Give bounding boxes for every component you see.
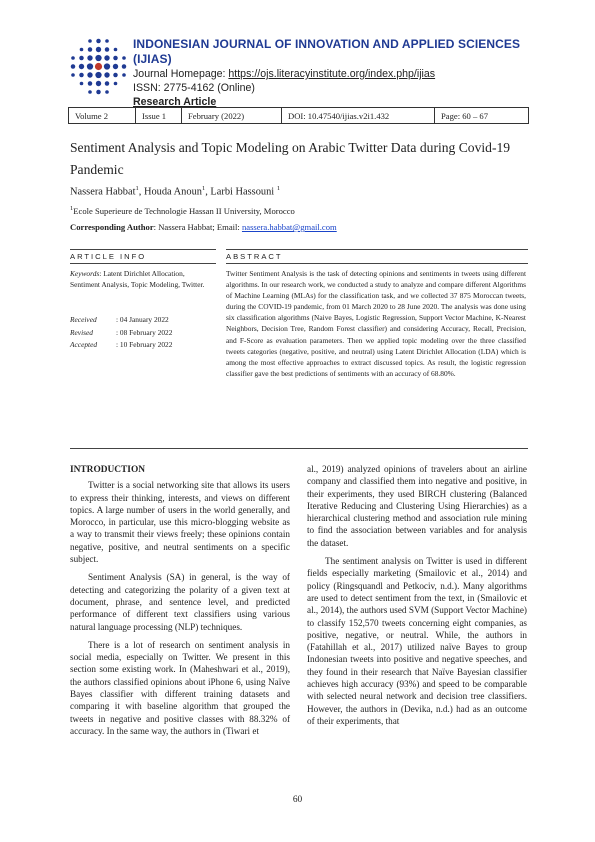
logo-dot	[88, 81, 93, 86]
issn: ISSN: 2775-4162 (Online)	[133, 82, 255, 94]
logo-dot	[71, 64, 76, 69]
logo-dot	[79, 73, 84, 78]
logo-dot	[96, 39, 101, 44]
abstract-heading: ABSTRACT	[226, 252, 283, 261]
keywords-label: Keywords	[70, 269, 100, 278]
body-column-right	[307, 463, 527, 733]
logo-dot	[122, 64, 127, 69]
logo-dot	[122, 73, 126, 77]
article-type: Research Article	[133, 96, 217, 108]
corresponding-text: : Nassera Habbat; Email:	[153, 222, 242, 232]
volume-bar	[68, 107, 529, 124]
homepage-label: Journal Homepage:	[133, 68, 229, 80]
abstract-text: Twitter Sentiment Analysis is the task of detecting opinions and sentiments in tweets using different algorithms. In our research work, we conducted a study to analyze and compare different Algorithms of Machine Learning (MLAs) for the classification task, and we collected 37 875 Moroccan tweets, during the COVID-19 pandemic, from 01 March 2020 to 28 June 2020. The analysis was done using six classification algorithms (Naive Bayes, Logistic Regression, Support Vector Machine, K-Nearest Neighbors, Decision Tree, Random Forest classifier) and considering Accuracy, Recall, Precision, and F-Score as evaluation parameters. Then we applied topic modeling over the three classified tweets categories (negative, positive, and neutral) using Latent Dirichlet Allocation (LDA) which is among the most effective approaches to extract discussed topics. As result, the logistic regression classifier gave the best predictions of sentiments with an accuracy of 68.80%.	[226, 269, 526, 378]
corresponding-label: Corresponding Author	[70, 222, 154, 232]
abstract-bottom-rule	[70, 448, 528, 449]
article-dates	[70, 314, 172, 352]
date-label: Received	[70, 315, 97, 324]
logo-dot	[105, 47, 110, 52]
logo-dot	[95, 72, 101, 78]
logo-dot	[88, 39, 92, 43]
logo-dot	[96, 47, 101, 52]
logo-dot	[104, 63, 110, 69]
body-paragraph: There is a lot of research on sentiment analysis in social media, especially on Twitter. We present in this section some existing work. In (Maheshwari et al., 2019), the authors classified opinions about iPhone 6, using Naïve Bayes classifier with different training datasets and comparing it with baseline algorithm that grouped the tweets in negative and positive classes with 88.32% of accuracy. In the same way, the authors in (Tiwari et	[70, 639, 290, 736]
affiliation	[70, 205, 295, 216]
logo-dot	[87, 55, 92, 60]
author-sup: 1	[201, 185, 206, 192]
date-value: : 04 January 2022	[116, 315, 169, 324]
logo-dot	[88, 90, 92, 94]
logo-dot	[80, 48, 84, 52]
logo-dot	[79, 64, 84, 69]
info-head-rule	[70, 263, 216, 264]
logo-dot	[105, 90, 109, 94]
article-info-heading: ARTICLE INFO	[70, 252, 147, 261]
page-number: 60	[292, 795, 303, 805]
email-link[interactable]: nassera.habbat@gmail.com	[241, 222, 337, 232]
journal-title: INDONESIAN JOURNAL OF INNOVATION AND APPLIED SCIENCES (IJIAS)	[133, 37, 521, 66]
body-paragraph: al., 2019) analyzed opinions of travelers about an airline company and classified them into negative and positive, in their experiments, they used BIRCH clustering (Balanced Iterative Reducing and Clustering Using Hierarchies) as a hierarchical clustering method and association rule mining to find the association between variables and for analysis the dataset.	[307, 464, 527, 548]
volume-cell: Volume 2	[69, 108, 136, 123]
logo-dot	[96, 81, 101, 86]
doi-cell[interactable]: DOI: 10.47540/ijias.v2i1.432	[282, 108, 435, 123]
logo-dot	[105, 39, 109, 43]
logo-dot	[122, 56, 126, 60]
journal-homepage	[133, 67, 553, 81]
body-paragraph: The sentiment analysis on Twitter is used in different fields especially marketing (Smailovic et al., 2014) and policy (Ringsquandl and Petkociv, n.d.). Many algorithms are used to detect sentiment from the text, in (Smailovic et al., 2014), the authors used SVM (Support Vector Machine) to classify 152,570 tweets concerning eight companies, as positive, negative, or neutral. While, the authors in (Fatahillah et al., 2017) utilized naïve Bayes to group Indonesian tweets into positive and negative speeches, and they found in their research that Naïve Bayesian classifier achieves high accuracy (93%) and speed to be comparable with selected neural network and decision tree classifiers. However, the authors in (Devika, n.d.) had as an outcome of their experiments, that	[307, 556, 527, 726]
info-top-rule	[70, 249, 216, 250]
corresponding-author	[70, 222, 337, 232]
author-name: Houda Anoun	[143, 186, 202, 198]
author-name: Nassera Habbat	[70, 186, 136, 198]
keywords-text: : Latent Dirichlet Allocation, Sentiment Analysis, Topic Modeling, Twitter.	[70, 269, 205, 289]
date-value: : 08 February 2022	[116, 327, 173, 337]
page-range-cell: Page: 60 – 67	[441, 110, 489, 121]
date-row	[70, 339, 172, 352]
issue-cell: Issue 1	[136, 108, 182, 123]
section-heading-text: INTRODUCTION	[70, 465, 146, 475]
author-sup: 1	[276, 185, 281, 192]
date-label: Accepted	[70, 340, 98, 349]
section-heading-introduction	[70, 464, 290, 476]
body-paragraph: Twitter is a social networking site that allows its users to express their thinking, interests, and views on different topics. A large number of users in the world generally, and Morocco, in particular, use this micro-blogging website as a way to transmit their views freely; these opinions contain negative, positive, and neutral sentiments on a specific subject.	[70, 480, 290, 565]
logo-dot	[87, 72, 92, 77]
logo-dot	[95, 55, 101, 61]
logo-dot	[104, 72, 109, 77]
date-row	[70, 314, 172, 327]
logo-dot	[87, 63, 93, 69]
abstract-top-rule	[226, 249, 528, 250]
abstract-head-rule	[226, 263, 528, 264]
logo-dot	[71, 56, 75, 60]
date-label: Revised	[70, 327, 93, 337]
paper-title: Sentiment Analysis and Topic Modeling on Arabic Twitter Data during Covid-19 Pandemic	[70, 140, 511, 177]
logo-dot	[79, 56, 84, 61]
keywords	[70, 268, 215, 290]
logo-dot	[114, 48, 118, 52]
date-value: : 10 February 2022	[116, 340, 173, 349]
journal-logo	[68, 36, 130, 98]
author-sup: 1	[135, 185, 139, 192]
logo-dot	[88, 47, 93, 52]
logo-dot	[96, 90, 101, 95]
logo-dot	[71, 73, 75, 77]
author-name: Larbi Hassouni	[210, 186, 275, 198]
date-cell: February (2022)	[182, 108, 282, 123]
body-paragraph: Sentiment Analysis (SA) in general, is the way of detecting and categorizing the polarity of a given text at document, phrase, and sentence level, and predicted performance of different text classifiers using various natural language processing (NLP) techniques.	[70, 572, 290, 632]
logo-dot	[80, 82, 84, 86]
homepage-link[interactable]: https://ojs.literacyinstitute.org/index.php/ijias	[228, 68, 436, 80]
logo-dot	[114, 82, 118, 86]
logo-dot	[95, 63, 102, 70]
logo-dot	[105, 81, 110, 86]
logo-dot	[113, 56, 118, 61]
date-row	[70, 327, 172, 340]
journal-header	[133, 37, 553, 109]
author-list: Nassera Habbat$^1$, Houda Anoun$^1$, Larbi Hassouni $^1$	[70, 185, 281, 198]
logo-dot	[113, 73, 118, 78]
affiliation-text: Ecole Superieure de Technologie Hassan II University, Morocco	[73, 205, 295, 216]
body-column-left	[70, 461, 290, 743]
logo-dot	[113, 64, 118, 69]
logo-dot	[104, 55, 109, 60]
affiliation-sup: 1	[70, 205, 74, 212]
